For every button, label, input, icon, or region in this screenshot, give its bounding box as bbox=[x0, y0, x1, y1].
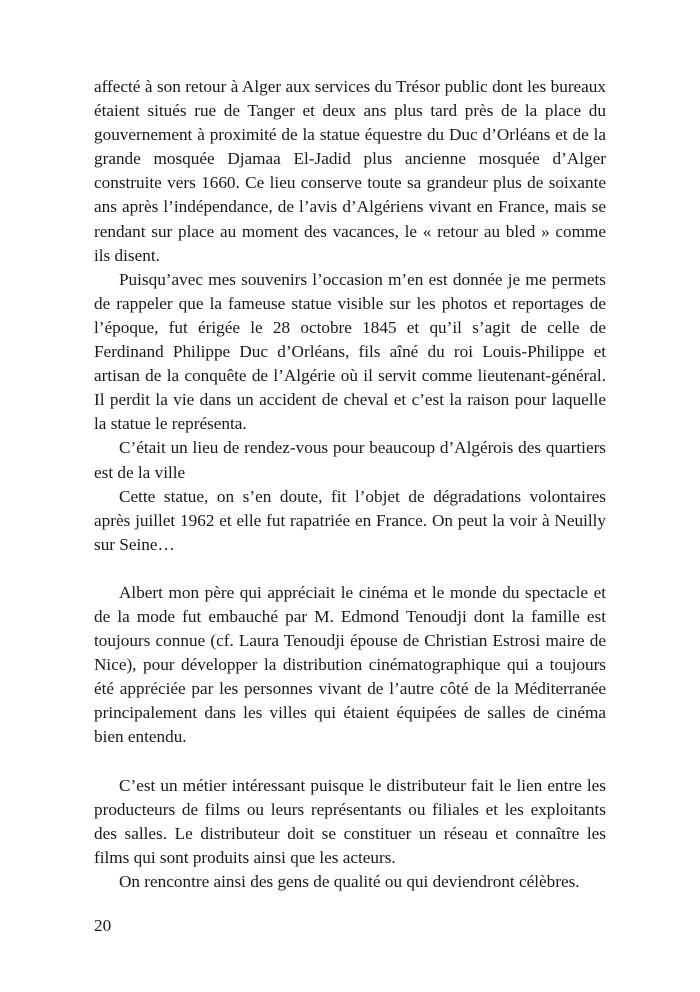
page-number: 20 bbox=[94, 916, 112, 935]
paragraph-distributor: C’est un métier intéressant puisque le distributeur fait le lien entre les producteurs de films ou leurs représentants ou filiales et les exploitants des salles. Le distributeur doit se constituer un réseau et connaître les films qui sont produits ainsi que les acteurs. bbox=[94, 775, 606, 867]
paragraph-continuation: affecté à son retour à Alger aux services du Trésor public dont les bureaux étaient situés rue de Tanger et deux ans plus tard près de la place du gouvernement à proximité de la statue équestre du Duc d’Orléans et de la grande mosquée Djamaa El-Jadid plus ancienne mosquée d’Alger construite vers 1660. Ce lieu conserve toute sa grandeur plus de soixante ans après l’indépendance, de l’avis d’Algériens vivant en France, mais se rendant sur place au moment des vacances, le « retour au bled » comme ils disent. bbox=[94, 77, 606, 265]
paragraph-meeting-place: C’était un lieu de rendez-vous pour beaucoup d’Algérois des quartiers est de la ville bbox=[94, 438, 606, 482]
paragraph-statue-fate: Cette statue, on s’en doute, fit l’objet de dégradations volontaires après juillet 1962 et elle fut rapatriée en France. On peut la voir à Neuilly sur Seine… bbox=[94, 486, 606, 554]
paragraph-father-cinema: Albert mon père qui appréciait le cinéma et le monde du spectacle et de la mode fut embauché par M. Edmond Tenoudji dont la famille est toujours connue (cf. Laura Tenoudji épouse de Christian Estrosi maire de Nice), pour développer la distribution cinématographique qui a toujours été appréciée par les personnes vivant de l’autre côté de la Méditerranée principalement dans les villes qui étaient équipées de salles de cinéma bien entendu. bbox=[94, 582, 606, 747]
paragraph-statue-history: Puisqu’avec mes souvenirs l’occasion m’en est donnée je me permets de rappeler que la fameuse statue visible sur les photos et reportages de l’époque, fut érigée le 28 octobre 1845 et qu’il s’agit de celle de Ferdinand Philippe Duc d’Orléans, fils aîné du roi Louis-Philippe et artisan de la conquête de l’Algérie où il servit comme lieutenant-général. Il perdit la vie dans un accident de cheval et c’est la raison pour laquelle la statue le représenta. bbox=[94, 269, 606, 434]
body-text bbox=[94, 75, 606, 894]
paragraph-celebrities: On rencontre ainsi des gens de qualité ou qui deviendront célèbres. bbox=[119, 871, 580, 891]
